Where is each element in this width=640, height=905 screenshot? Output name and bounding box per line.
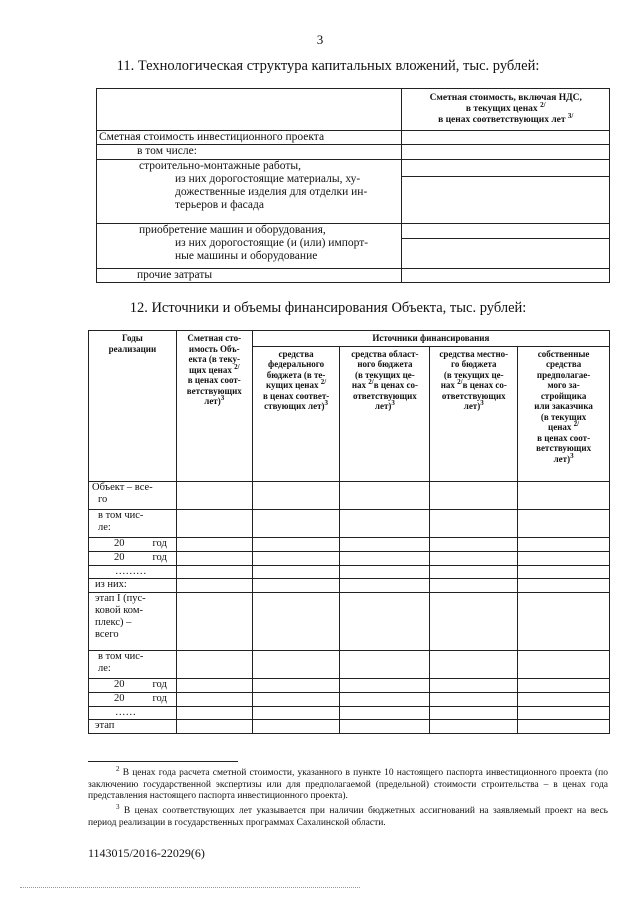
- value-cell: [518, 565, 610, 578]
- value-cell: [176, 551, 252, 565]
- value-cell: [402, 131, 610, 145]
- value-cell: [176, 537, 252, 551]
- value-cell: [518, 706, 610, 719]
- row-year: 20 год: [89, 551, 177, 565]
- value-cell: [518, 509, 610, 537]
- value-cell: [430, 537, 518, 551]
- value-cell: [340, 650, 430, 678]
- value-cell: [430, 509, 518, 537]
- row-object-total: Объект – все- го: [89, 481, 177, 509]
- header-years: Годы реализации: [89, 331, 177, 482]
- footnote-divider: [88, 761, 238, 762]
- value-cell: [430, 578, 518, 592]
- header-blank-cell: [97, 89, 402, 131]
- value-cell: [430, 650, 518, 678]
- row-year: 20 год: [89, 537, 177, 551]
- header-own-funds: собственные средства предполагае- мого за- стройщика или заказчика (в текущих ценах $^{2/}$ в ценах соот- ветствующих лет)$^3$: [518, 346, 610, 481]
- row-label: Сметная стоимость инвестиционного проекта: [97, 131, 402, 145]
- value-cell: [340, 565, 430, 578]
- value-cell: [176, 565, 252, 578]
- value-cell: [402, 145, 610, 160]
- value-cell: [252, 509, 340, 537]
- value-cell: [340, 551, 430, 565]
- value-cell: [518, 537, 610, 551]
- row-of-them: из них:: [89, 578, 177, 592]
- footnote-3: $^3$ В ценах соответствующих лет указывается при наличии бюджетных ассигнований на заявляемый проект на весь период реализации в государственных программах Сахалинской области.: [88, 802, 609, 828]
- value-cell: [402, 269, 610, 283]
- row-stage-1: этап I (пус- ковой ком- плекс) – всего: [89, 592, 177, 650]
- value-cell: [176, 650, 252, 678]
- row-ellipsis: ……: [89, 706, 177, 719]
- value-cell: [340, 719, 430, 733]
- value-cell: [430, 706, 518, 719]
- value-cell: [252, 678, 340, 692]
- header-regional-budget: средства област- ного бюджета (в текущих це- нах $^{2/}$в ценах со- ответствующих лет)$^3$: [340, 346, 430, 481]
- row-including: в том чис- ле:: [89, 509, 177, 537]
- value-cell: [252, 578, 340, 592]
- value-cell: [518, 650, 610, 678]
- row-label-construction: строительно-монтажные работы, из них дорогостоящие материалы, ху- дожественные изделия для отделки ин- терьеров и фасада: [97, 160, 402, 224]
- value-cell: [340, 692, 430, 706]
- footnote-2: $^2$ В ценах года расчета сметной стоимости, указанного в пункте 10 настоящего паспорта инвестиционного проекта (по заключению государственной экспертизы или для предполагаемой (предельной) стоимости строительства – в ценах года представления настоящего паспорта инвестиционного проекта).: [88, 764, 609, 801]
- value-cell: [252, 706, 340, 719]
- value-cell: [176, 692, 252, 706]
- value-cell: [518, 692, 610, 706]
- value-cell: [252, 650, 340, 678]
- financing-sources-table: [88, 330, 610, 734]
- value-cell: [518, 678, 610, 692]
- page-number: 3: [316, 32, 324, 47]
- value-cell: [518, 578, 610, 592]
- value-cell: [252, 692, 340, 706]
- value-cell: [176, 706, 252, 719]
- value-cell: [176, 592, 252, 650]
- row-stage: этап: [89, 719, 177, 733]
- value-cell: [176, 481, 252, 509]
- value-cell: [252, 537, 340, 551]
- value-cell: [176, 678, 252, 692]
- section-12-title: 12. Источники и объемы финансирования Объекта, тыс. рублей:: [129, 300, 527, 316]
- value-cell: [340, 509, 430, 537]
- document-id: 1143015/2016-22029(6): [88, 846, 205, 860]
- value-cell: [402, 160, 610, 224]
- value-cell: [340, 537, 430, 551]
- value-cell: [340, 706, 430, 719]
- cost-header: Сметная стоимость, включая НДС, в текущих ценах $^{2/}$ в ценах соответствующих лет $^{3/}$: [402, 89, 610, 131]
- value-cell: [340, 481, 430, 509]
- value-cell: [176, 509, 252, 537]
- value-cell: [252, 551, 340, 565]
- row-label: прочие затраты: [97, 269, 402, 283]
- value-cell: [518, 592, 610, 650]
- value-cell: [340, 592, 430, 650]
- row-year: 20 год: [89, 692, 177, 706]
- value-cell: [518, 551, 610, 565]
- value-cell: [252, 592, 340, 650]
- header-federal-budget: средства федерального бюджета (в те- кущих ценах $^{2/}$ в ценах соответ- ствующих лет)$^3$: [252, 346, 340, 481]
- value-cell: [430, 565, 518, 578]
- value-cell: [252, 565, 340, 578]
- value-cell: [430, 719, 518, 733]
- header-local-budget: средства местно- го бюджета (в текущих це- нах $^{2/}$в ценах со- ответствующих лет)$^3$: [430, 346, 518, 481]
- row-label-equipment: приобретение машин и оборудования, из них дорогостоящие (и (или) импорт- ные машины и оборудование: [97, 224, 402, 269]
- header-estimated-cost: Сметная сто- имость Объ- екта (в теку- щих ценах $^{2/}$ в ценах соот- ветствующих лет)$^3$: [176, 331, 252, 482]
- row-ellipsis: ………: [89, 565, 177, 578]
- value-cell: [430, 551, 518, 565]
- value-cell: [430, 678, 518, 692]
- row-year: 20 год: [89, 678, 177, 692]
- value-cell: [430, 592, 518, 650]
- section-11-title: 11. Технологическая структура капитальных вложений, тыс. рублей:: [116, 58, 540, 74]
- value-cell: [430, 692, 518, 706]
- value-cell: [340, 678, 430, 692]
- value-cell: [176, 578, 252, 592]
- value-cell: [340, 578, 430, 592]
- value-cell: [252, 719, 340, 733]
- value-cell: [402, 224, 610, 269]
- value-cell: [518, 481, 610, 509]
- row-label: в том числе:: [97, 145, 402, 160]
- row-including: в том чис- ле:: [89, 650, 177, 678]
- value-cell: [252, 481, 340, 509]
- value-cell: [518, 719, 610, 733]
- capital-investment-structure-table: [96, 88, 610, 283]
- value-cell: [176, 719, 252, 733]
- header-financing-sources: Источники финансирования: [252, 331, 609, 347]
- scan-artifact-line: [20, 887, 360, 888]
- value-cell: [430, 481, 518, 509]
